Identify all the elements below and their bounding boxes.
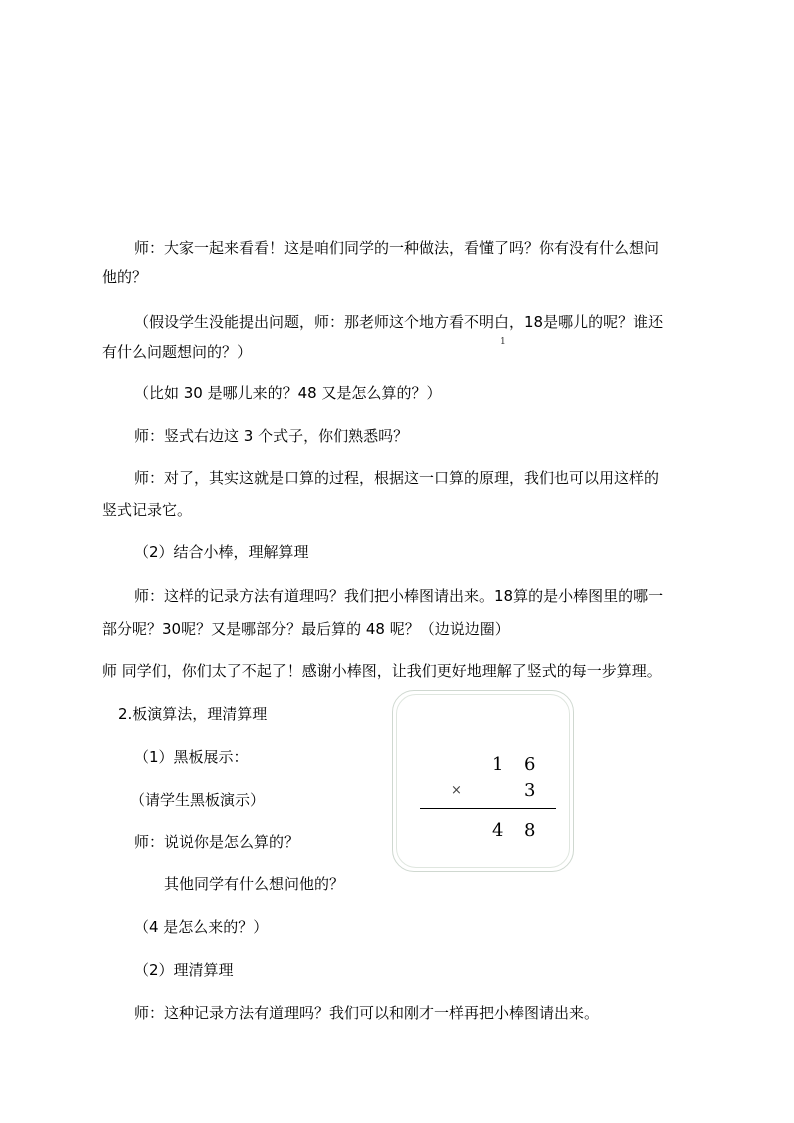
section-heading-board: 2.板演算法，理清算理 bbox=[118, 705, 268, 723]
paragraph-2-line-2: 有什么问题想问的？） bbox=[102, 343, 253, 361]
board-display-label: （1）黑板展示： bbox=[134, 748, 249, 766]
paragraph-2-line-1: （假设学生没能提出问题，师：那老师这个地方看不明白，18是哪儿的呢？谁还 bbox=[134, 313, 664, 331]
calc-box-inner-border bbox=[396, 694, 570, 868]
section-heading-clarify: （2）理清算理 bbox=[134, 961, 234, 979]
top-digit-tens: 1 bbox=[492, 754, 504, 775]
paragraph-5-line-2: 竖式记录它。 bbox=[102, 501, 193, 519]
paragraph-4: 师：竖式右边这 3 个式子，你们熟悉吗？ bbox=[134, 427, 409, 445]
paragraph-6-line-1: 师：这样的记录方法有道理吗？我们把小棒图请出来。18算的是小棒图里的哪一 bbox=[134, 587, 664, 605]
multiplier-digit: 3 bbox=[524, 780, 536, 801]
footnote-marker: 1 bbox=[500, 337, 506, 347]
paragraph-1-line-1: 师：大家一起来看看！这是咱们同学的一种做法，看懂了吗？你有没有什么想问 bbox=[134, 239, 660, 257]
paragraph-ask-how: 师：说说你是怎么算的？ bbox=[134, 833, 300, 851]
result-digit-tens: 4 bbox=[492, 820, 504, 841]
paragraph-other-students: 其他同学有什么想问他的？ bbox=[164, 875, 345, 893]
multiply-sign: × bbox=[451, 783, 462, 798]
calc-underline bbox=[420, 808, 556, 809]
result-digit-ones: 8 bbox=[524, 820, 536, 841]
paragraph-7: 师 同学们，你们太了不起了！感谢小棒图，让我们更好地理解了竖式的每一步算理。 bbox=[102, 662, 662, 680]
top-digit-ones: 6 bbox=[524, 754, 536, 775]
paragraph-where-4: （4 是怎么来的？） bbox=[134, 918, 269, 936]
section-heading-2: （2）结合小棒，理解算理 bbox=[134, 543, 309, 561]
board-demo-note: （请学生黑板演示） bbox=[130, 791, 266, 809]
paragraph-last: 师：这种记录方法有道理吗？我们可以和刚才一样再把小棒图请出来。 bbox=[134, 1004, 600, 1022]
paragraph-3: （比如 30 是哪儿来的？48 又是怎么算的？） bbox=[134, 384, 442, 402]
paragraph-5-line-1: 师：对了，其实这就是口算的过程，根据这一口算的原理，我们也可以用这样的 bbox=[134, 469, 660, 487]
paragraph-1-line-2: 他的？ bbox=[102, 268, 148, 286]
paragraph-6-line-2: 部分呢？30呢？又是哪部分？最后算的 48 呢？（边说边圈） bbox=[102, 620, 510, 638]
